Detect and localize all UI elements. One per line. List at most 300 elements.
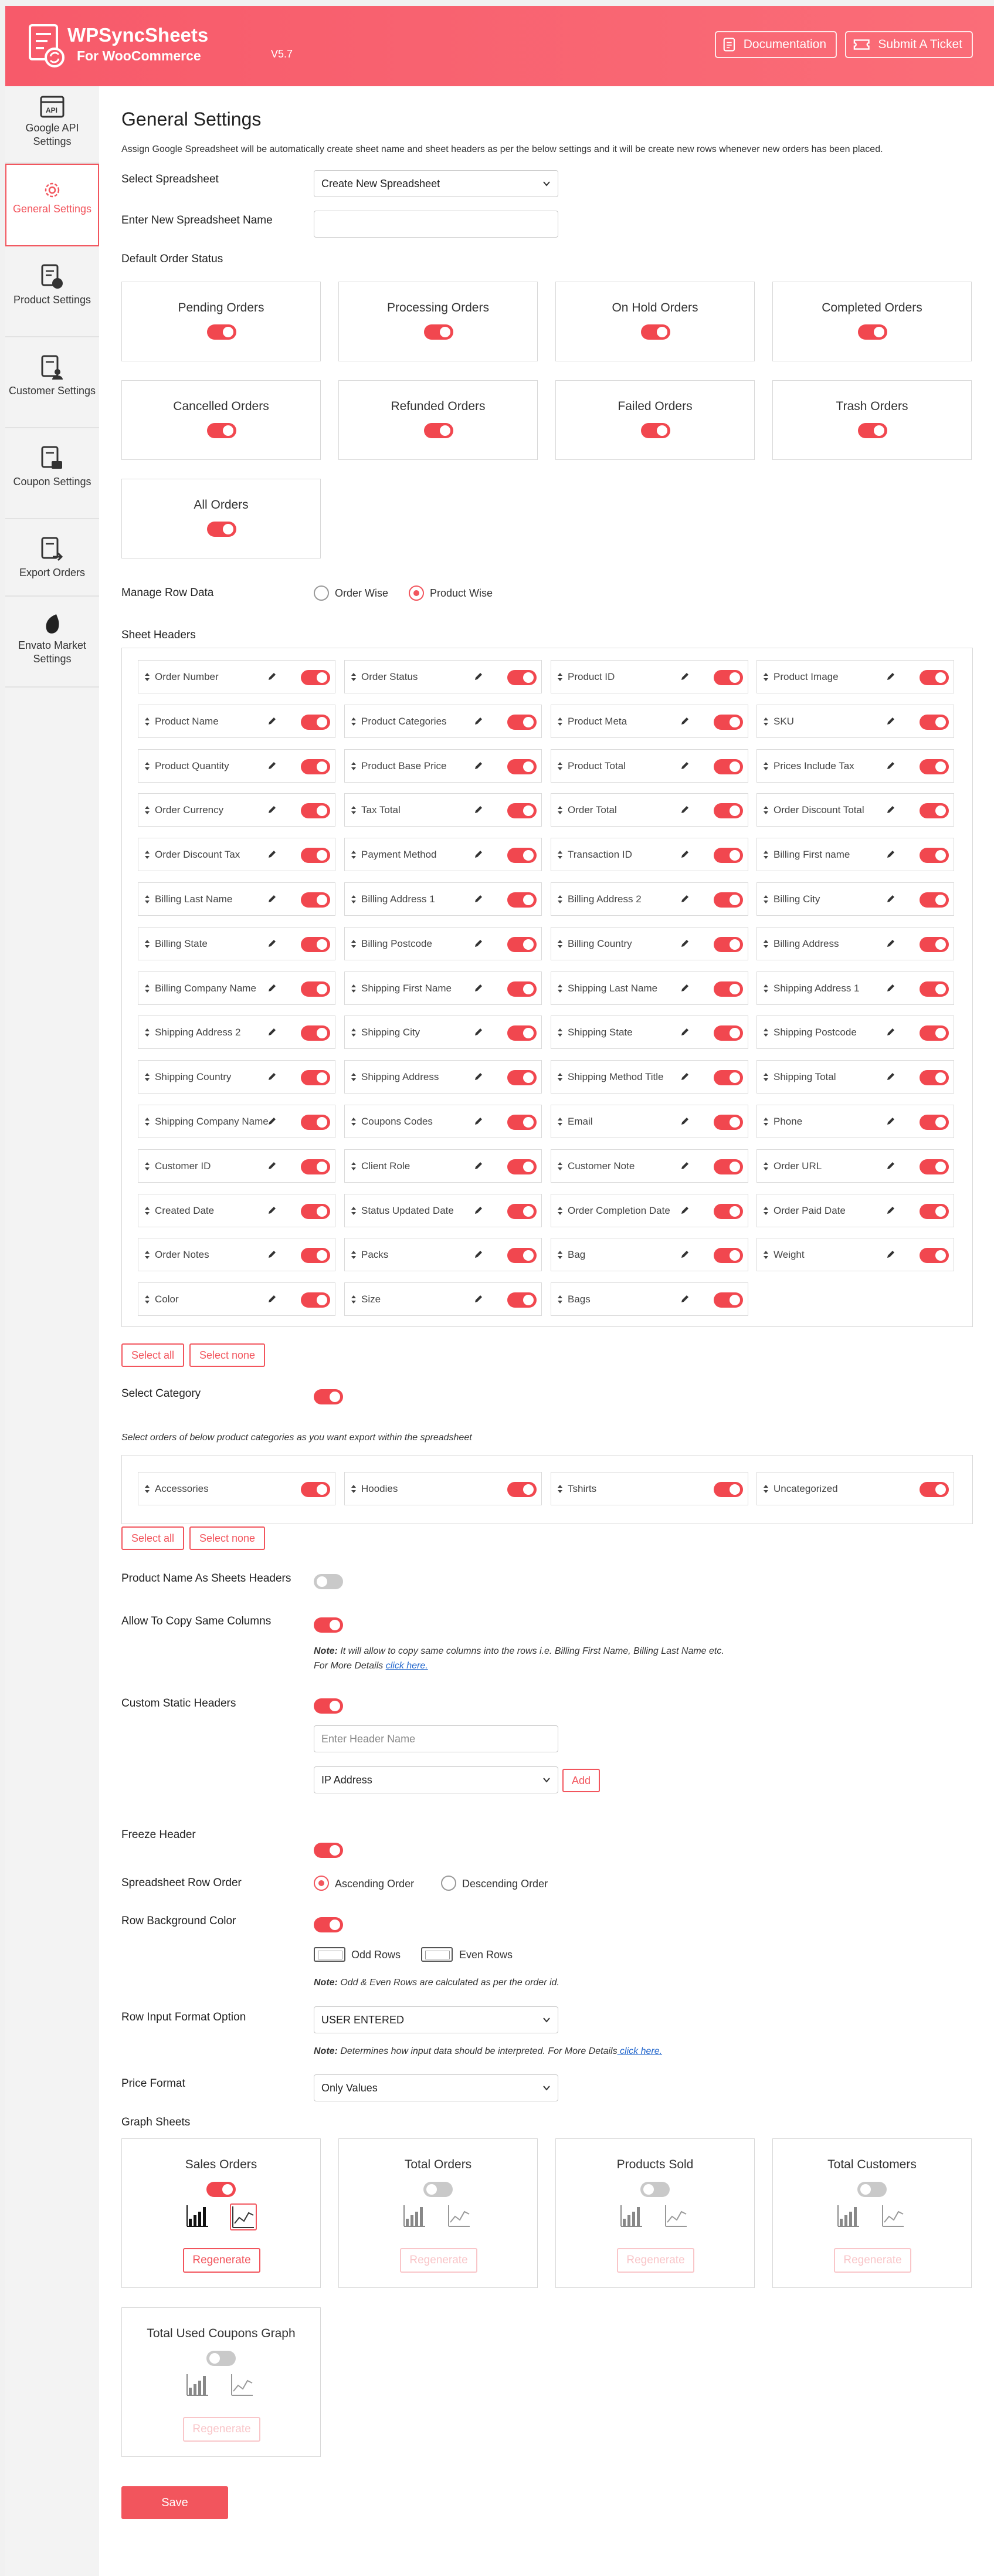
bar-chart-icon[interactable]	[185, 2372, 212, 2399]
edit-pencil-icon[interactable]	[267, 894, 277, 906]
header-toggle[interactable]	[714, 1115, 743, 1130]
drag-handle-icon[interactable]	[144, 1028, 150, 1040]
drag-handle-icon[interactable]	[763, 805, 769, 818]
header-toggle[interactable]	[301, 937, 330, 952]
drag-handle-icon[interactable]	[763, 850, 769, 862]
header-toggle[interactable]	[714, 848, 743, 863]
graph-toggle[interactable]	[423, 2182, 453, 2197]
drag-handle-icon[interactable]	[144, 717, 150, 729]
submit-ticket-button[interactable]	[845, 31, 973, 58]
drag-handle-icon[interactable]	[557, 1295, 563, 1307]
header-item-shipping-address	[344, 1060, 542, 1094]
header-label: Transaction ID	[568, 849, 632, 861]
drag-handle-icon[interactable]	[144, 1117, 150, 1129]
drag-handle-icon[interactable]	[351, 1028, 357, 1040]
edit-pencil-icon[interactable]	[474, 1161, 483, 1173]
api-icon	[40, 96, 65, 118]
header-item-order-total	[551, 793, 748, 827]
edit-pencil-icon[interactable]	[886, 716, 895, 729]
save-button[interactable]: Save	[121, 2486, 228, 2519]
header-item-customer-id	[138, 1149, 335, 1183]
line-chart-icon[interactable]	[230, 2372, 257, 2399]
header-toggle[interactable]	[920, 1025, 949, 1041]
edit-pencil-icon[interactable]	[886, 1072, 895, 1084]
line-chart-icon[interactable]	[230, 2203, 257, 2230]
header-toggle[interactable]	[507, 981, 537, 997]
drag-handle-icon[interactable]	[144, 895, 150, 907]
drag-handle-icon[interactable]	[351, 939, 357, 952]
header-toggle[interactable]	[301, 759, 330, 774]
drag-handle-icon[interactable]	[763, 1162, 769, 1174]
gear-icon	[43, 181, 61, 199]
header-toggle[interactable]	[507, 892, 537, 908]
header-item-shipping-first-name	[344, 971, 542, 1005]
sidebar-item-general-settings[interactable]	[5, 164, 99, 246]
drag-handle-icon[interactable]	[763, 984, 769, 996]
edit-pencil-icon[interactable]	[886, 805, 895, 817]
drag-handle-icon[interactable]	[351, 717, 357, 729]
drag-handle-icon[interactable]	[557, 1162, 563, 1174]
status-toggle-trash-orders[interactable]	[858, 423, 887, 438]
header-toggle[interactable]	[507, 715, 537, 730]
graph-toggle[interactable]	[857, 2182, 887, 2197]
graph-card-title: Total Used Coupons Graph	[147, 2327, 296, 2340]
edit-pencil-icon[interactable]	[474, 1116, 483, 1129]
sidebar-item-label: General Settings	[12, 203, 92, 215]
header-label: Order Completion Date	[568, 1204, 670, 1216]
line-chart-icon[interactable]	[447, 2203, 474, 2230]
header-label: Shipping Address 1	[774, 982, 860, 994]
status-toggle-cancelled-orders[interactable]	[207, 423, 236, 438]
header-toggle[interactable]	[301, 1115, 330, 1130]
status-toggle-all-orders[interactable]	[207, 522, 236, 537]
edit-pencil-icon[interactable]	[886, 1250, 895, 1262]
custom-static-headers-toggle[interactable]	[314, 1698, 343, 1714]
drag-handle-icon[interactable]	[351, 1072, 357, 1085]
header-label: Customer ID	[155, 1160, 211, 1172]
header-toggle[interactable]	[301, 803, 330, 818]
header-toggle[interactable]	[920, 848, 949, 863]
graph-toggle[interactable]	[206, 2351, 236, 2366]
header-toggle[interactable]	[301, 1248, 330, 1263]
drag-handle-icon[interactable]	[144, 850, 150, 862]
drag-handle-icon[interactable]	[763, 939, 769, 952]
edit-pencil-icon[interactable]	[474, 805, 483, 817]
header-toggle[interactable]	[301, 670, 330, 685]
edit-pencil-icon[interactable]	[267, 716, 277, 729]
drag-handle-icon[interactable]	[144, 1250, 150, 1262]
product-wise-radio[interactable]	[409, 585, 424, 601]
graph-toggle[interactable]	[640, 2182, 670, 2197]
graph-toggle[interactable]	[206, 2182, 236, 2197]
edit-pencil-icon[interactable]	[474, 716, 483, 729]
freeze-header-toggle[interactable]	[314, 1843, 343, 1858]
row-bg-color-label: Row Background Color	[121, 1915, 236, 1927]
category-toggle[interactable]	[301, 1482, 330, 1497]
edit-pencil-icon[interactable]	[474, 1027, 483, 1040]
edit-pencil-icon[interactable]	[886, 849, 895, 862]
header-toggle[interactable]	[920, 981, 949, 997]
header-toggle[interactable]	[301, 1070, 330, 1085]
header-item-product-base-price	[344, 749, 542, 783]
sidebar-item-customer-settings[interactable]	[5, 337, 99, 428]
drag-handle-icon[interactable]	[763, 895, 769, 907]
select-none-categories-button[interactable]: Select none	[189, 1526, 265, 1550]
drag-handle-icon[interactable]	[351, 1117, 357, 1129]
sheet-headers-label: Sheet Headers	[121, 629, 196, 641]
edit-pencil-icon[interactable]	[886, 761, 895, 773]
header-item-color	[138, 1282, 335, 1316]
edit-pencil-icon[interactable]	[474, 983, 483, 996]
drag-handle-icon[interactable]	[557, 805, 563, 818]
drag-handle-icon[interactable]	[144, 805, 150, 818]
header-toggle[interactable]	[920, 1204, 949, 1219]
header-name-input[interactable]: Enter Header Name	[314, 1725, 558, 1752]
header-toggle[interactable]	[507, 759, 537, 774]
header-item-shipping-company-name	[138, 1105, 335, 1138]
submit-ticket-label: Submit A Ticket	[878, 38, 962, 51]
line-chart-icon[interactable]	[664, 2203, 691, 2230]
edit-pencil-icon[interactable]	[886, 939, 895, 951]
edit-pencil-icon[interactable]	[267, 761, 277, 773]
edit-pencil-icon[interactable]	[680, 1072, 690, 1084]
header-item-billing-address	[756, 927, 954, 960]
category-item-accessories	[138, 1472, 335, 1505]
edit-pencil-icon[interactable]	[886, 1161, 895, 1173]
click-here-link[interactable]: click here.	[385, 1661, 428, 1671]
header-toggle[interactable]	[920, 937, 949, 952]
drag-handle-icon[interactable]	[763, 1072, 769, 1085]
drag-handle-icon[interactable]	[557, 850, 563, 862]
select-category-toggle[interactable]	[314, 1389, 343, 1404]
header-label: Order Discount Tax	[155, 849, 240, 861]
status-card-title: Processing Orders	[387, 301, 489, 314]
drag-handle-icon[interactable]	[144, 984, 150, 996]
header-toggle[interactable]	[920, 1248, 949, 1263]
chevron-down-icon	[542, 2084, 551, 2092]
drag-handle-icon[interactable]	[557, 1028, 563, 1040]
sidebar-item-envato-market-settings[interactable]	[5, 597, 99, 688]
ascending-order-radio[interactable]	[314, 1876, 329, 1891]
drag-handle-icon[interactable]	[351, 984, 357, 996]
edit-pencil-icon[interactable]	[267, 1250, 277, 1262]
edit-pencil-icon[interactable]	[680, 1294, 690, 1306]
header-toggle[interactable]	[507, 670, 537, 685]
note-text: For More Details	[314, 1661, 386, 1671]
drag-handle-icon[interactable]	[763, 717, 769, 729]
header-toggle[interactable]	[714, 1292, 743, 1308]
select-none-headers-button[interactable]: Select none	[189, 1343, 265, 1367]
edit-pencil-icon[interactable]	[267, 849, 277, 862]
drag-handle-icon[interactable]	[351, 761, 357, 774]
bar-chart-icon[interactable]	[619, 2203, 646, 2230]
header-item-billing-city	[756, 882, 954, 916]
header-toggle[interactable]	[714, 1204, 743, 1219]
drag-handle-icon[interactable]	[763, 1250, 769, 1262]
header-toggle[interactable]	[507, 1025, 537, 1041]
header-label: Order Status	[361, 671, 418, 682]
edit-pencil-icon[interactable]	[474, 1206, 483, 1218]
edit-pencil-icon[interactable]	[680, 1116, 690, 1129]
header-toggle[interactable]	[714, 1070, 743, 1085]
regenerate-button[interactable]: Regenerate	[617, 2248, 694, 2273]
edit-pencil-icon[interactable]	[886, 983, 895, 996]
category-toggle[interactable]	[507, 1482, 537, 1497]
drag-handle-icon[interactable]	[763, 1484, 769, 1497]
drag-handle-icon[interactable]	[351, 1250, 357, 1262]
drag-handle-icon[interactable]	[557, 1484, 563, 1497]
header-toggle[interactable]	[714, 892, 743, 908]
line-chart-icon[interactable]	[881, 2203, 908, 2230]
bar-chart-icon[interactable]	[836, 2203, 863, 2230]
edit-pencil-icon[interactable]	[474, 672, 483, 684]
status-toggle-on-hold-orders[interactable]	[641, 324, 670, 340]
allow-copy-columns-toggle[interactable]	[314, 1617, 343, 1633]
edit-pencil-icon[interactable]	[267, 1206, 277, 1218]
page-description: Assign Google Spreadsheet will be automatically create sheet name and sheet headers as per the below settings and it will be create new rows whenever new orders has been placed.	[121, 144, 883, 154]
edit-pencil-icon[interactable]	[267, 1294, 277, 1306]
header-label: Shipping Total	[774, 1071, 836, 1083]
header-toggle[interactable]	[507, 1292, 537, 1308]
edit-pencil-icon[interactable]	[267, 983, 277, 996]
header-toggle[interactable]	[507, 1115, 537, 1130]
drag-handle-icon[interactable]	[351, 850, 357, 862]
new-spreadsheet-name-input[interactable]	[314, 211, 558, 238]
add-header-button[interactable]: Add	[562, 1769, 600, 1792]
drag-handle-icon[interactable]	[557, 1250, 563, 1262]
drag-handle-icon[interactable]	[557, 672, 563, 685]
descending-order-radio[interactable]	[441, 1876, 456, 1891]
edit-pencil-icon[interactable]	[267, 1161, 277, 1173]
sidebar-item-google-api-settings[interactable]	[5, 86, 99, 164]
drag-handle-icon[interactable]	[557, 717, 563, 729]
sidebar	[5, 86, 99, 2576]
drag-handle-icon[interactable]	[144, 1162, 150, 1174]
edit-pencil-icon[interactable]	[267, 1116, 277, 1129]
click-here-link[interactable]: click here.	[617, 2046, 663, 2056]
edit-pencil-icon[interactable]	[267, 939, 277, 951]
regenerate-button[interactable]: Regenerate	[834, 2248, 911, 2273]
product-name-headers-toggle[interactable]	[314, 1574, 343, 1589]
status-toggle-completed-orders[interactable]	[858, 324, 887, 340]
edit-pencil-icon[interactable]	[680, 1027, 690, 1040]
header-toggle[interactable]	[714, 981, 743, 997]
graph-card-title: Total Orders	[404, 2158, 472, 2171]
edit-pencil-icon[interactable]	[267, 805, 277, 817]
status-toggle-refunded-orders[interactable]	[424, 423, 453, 438]
edit-pencil-icon[interactable]	[680, 761, 690, 773]
odd-rows-color-swatch[interactable]	[314, 1947, 345, 1962]
header-label: Shipping Company Name	[155, 1116, 269, 1127]
drag-handle-icon[interactable]	[144, 761, 150, 774]
header-item-shipping-address-1	[756, 971, 954, 1005]
select-all-headers-button[interactable]: Select all	[121, 1343, 184, 1367]
header-toggle[interactable]	[301, 981, 330, 997]
header-toggle[interactable]	[301, 848, 330, 863]
edit-pencil-icon[interactable]	[267, 1027, 277, 1040]
header-toggle[interactable]	[714, 803, 743, 818]
edit-pencil-icon[interactable]	[680, 1206, 690, 1218]
category-toggle[interactable]	[714, 1482, 743, 1497]
edit-pencil-icon[interactable]	[680, 716, 690, 729]
header-toggle[interactable]	[920, 1070, 949, 1085]
header-label: Shipping State	[568, 1027, 633, 1038]
header-toggle[interactable]	[714, 1159, 743, 1174]
header-toggle[interactable]	[714, 937, 743, 952]
drag-handle-icon[interactable]	[763, 1117, 769, 1129]
drag-handle-icon[interactable]	[763, 1206, 769, 1218]
order-wise-radio[interactable]	[314, 585, 329, 601]
drag-handle-icon[interactable]	[557, 984, 563, 996]
edit-pencil-icon[interactable]	[267, 1072, 277, 1084]
drag-handle-icon[interactable]	[144, 1484, 150, 1497]
edit-pencil-icon[interactable]	[886, 894, 895, 906]
header-label: Product Image	[774, 671, 839, 682]
header-toggle[interactable]	[920, 1159, 949, 1174]
sidebar-item-product-settings[interactable]	[5, 246, 99, 337]
header-toggle[interactable]	[301, 1204, 330, 1219]
header-toggle[interactable]	[920, 759, 949, 774]
header-label: Phone	[774, 1116, 803, 1127]
header-toggle[interactable]	[301, 1025, 330, 1041]
edit-pencil-icon[interactable]	[474, 1072, 483, 1084]
header-toggle[interactable]	[920, 892, 949, 908]
sidebar-item-coupon-settings[interactable]	[5, 428, 99, 519]
header-item-order-number	[138, 660, 335, 693]
drag-handle-icon[interactable]	[144, 672, 150, 685]
sidebar-item-export-orders[interactable]	[5, 519, 99, 597]
edit-pencil-icon[interactable]	[680, 805, 690, 817]
drag-handle-icon[interactable]	[351, 1162, 357, 1174]
header-toggle[interactable]	[301, 892, 330, 908]
drag-handle-icon[interactable]	[351, 672, 357, 685]
edit-pencil-icon[interactable]	[474, 1294, 483, 1306]
documentation-button[interactable]	[715, 31, 837, 58]
edit-pencil-icon[interactable]	[474, 849, 483, 862]
drag-handle-icon[interactable]	[144, 1206, 150, 1218]
header-toggle[interactable]	[507, 937, 537, 952]
header-toggle[interactable]	[920, 670, 949, 685]
drag-handle-icon[interactable]	[144, 1295, 150, 1307]
edit-pencil-icon[interactable]	[680, 1250, 690, 1262]
price-format-select[interactable]	[314, 2074, 558, 2101]
header-toggle[interactable]	[507, 1248, 537, 1263]
drag-handle-icon[interactable]	[557, 895, 563, 907]
select-all-categories-button[interactable]: Select all	[121, 1526, 184, 1550]
drag-handle-icon[interactable]	[351, 805, 357, 818]
edit-pencil-icon[interactable]	[680, 939, 690, 951]
select-spreadsheet-dropdown[interactable]	[314, 170, 558, 197]
header-item-order-discount-total	[756, 793, 954, 827]
edit-pencil-icon[interactable]	[680, 1161, 690, 1173]
edit-pencil-icon[interactable]	[680, 672, 690, 684]
drag-handle-icon[interactable]	[557, 939, 563, 952]
edit-pencil-icon[interactable]	[474, 1250, 483, 1262]
header-toggle[interactable]	[507, 1204, 537, 1219]
graph-card-products-sold	[555, 2138, 755, 2288]
header-toggle[interactable]	[507, 848, 537, 863]
drag-handle-icon[interactable]	[144, 939, 150, 952]
bar-chart-icon[interactable]	[185, 2203, 212, 2230]
header-toggle[interactable]	[507, 1159, 537, 1174]
header-label: Prices Include Tax	[774, 760, 854, 771]
header-toggle[interactable]	[301, 1159, 330, 1174]
regenerate-button[interactable]: Regenerate	[400, 2248, 477, 2273]
edit-pencil-icon[interactable]	[680, 849, 690, 862]
header-toggle[interactable]	[301, 715, 330, 730]
edit-pencil-icon[interactable]	[886, 672, 895, 684]
drag-handle-icon[interactable]	[763, 672, 769, 685]
header-toggle[interactable]	[714, 715, 743, 730]
header-item-shipping-country	[138, 1060, 335, 1094]
custom-static-headers-label: Custom Static Headers	[121, 1697, 236, 1710]
header-item-product-meta	[551, 705, 748, 738]
edit-pencil-icon[interactable]	[267, 672, 277, 684]
drag-handle-icon[interactable]	[144, 1072, 150, 1085]
selected-value: USER ENTERED	[321, 2013, 405, 2026]
drag-handle-icon[interactable]	[557, 1117, 563, 1129]
bar-chart-icon[interactable]	[402, 2203, 429, 2230]
edit-pencil-icon[interactable]	[886, 1206, 895, 1218]
drag-handle-icon[interactable]	[557, 1072, 563, 1085]
note-text: Determines how input data should be interpreted. For More Details	[337, 2046, 618, 2056]
header-toggle[interactable]	[714, 1248, 743, 1263]
header-label: Product Total	[568, 760, 626, 771]
header-toggle[interactable]	[920, 803, 949, 818]
edit-pencil-icon[interactable]	[680, 983, 690, 996]
header-toggle[interactable]	[507, 1070, 537, 1085]
header-toggle[interactable]	[301, 1292, 330, 1308]
status-toggle-failed-orders[interactable]	[641, 423, 670, 438]
header-toggle[interactable]	[714, 1025, 743, 1041]
status-card-title: Failed Orders	[618, 400, 693, 413]
row-input-format-select[interactable]	[314, 2006, 558, 2033]
row-bg-color-toggle[interactable]	[314, 1917, 343, 1932]
drag-handle-icon[interactable]	[351, 1484, 357, 1497]
edit-pencil-icon[interactable]	[474, 894, 483, 906]
drag-handle-icon[interactable]	[763, 1028, 769, 1040]
edit-pencil-icon[interactable]	[886, 1116, 895, 1129]
status-toggle-processing-orders[interactable]	[424, 324, 453, 340]
header-toggle[interactable]	[507, 803, 537, 818]
header-toggle[interactable]	[714, 670, 743, 685]
edit-pencil-icon[interactable]	[886, 1027, 895, 1040]
status-card-title: All Orders	[194, 498, 249, 512]
header-label: Billing Address	[774, 937, 839, 949]
static-header-select[interactable]	[314, 1766, 558, 1793]
header-toggle[interactable]	[920, 1115, 949, 1130]
header-toggle[interactable]	[714, 759, 743, 774]
header-label: Product Name	[155, 715, 219, 727]
edit-pencil-icon[interactable]	[474, 761, 483, 773]
edit-pencil-icon[interactable]	[474, 939, 483, 951]
regenerate-button[interactable]: Regenerate	[183, 2248, 260, 2273]
regenerate-button[interactable]: Regenerate	[183, 2417, 260, 2442]
drag-handle-icon[interactable]	[557, 761, 563, 774]
edit-pencil-icon[interactable]	[680, 894, 690, 906]
status-toggle-pending-orders[interactable]	[207, 324, 236, 340]
drag-handle-icon[interactable]	[351, 1206, 357, 1218]
even-rows-color-swatch[interactable]	[421, 1947, 453, 1962]
header-toggle[interactable]	[920, 715, 949, 730]
drag-handle-icon[interactable]	[557, 1206, 563, 1218]
drag-handle-icon[interactable]	[351, 1295, 357, 1307]
header-item-product-total	[551, 749, 748, 783]
drag-handle-icon[interactable]	[763, 761, 769, 774]
category-item-uncategorized	[756, 1472, 954, 1505]
category-toggle[interactable]	[920, 1482, 949, 1497]
drag-handle-icon[interactable]	[351, 895, 357, 907]
